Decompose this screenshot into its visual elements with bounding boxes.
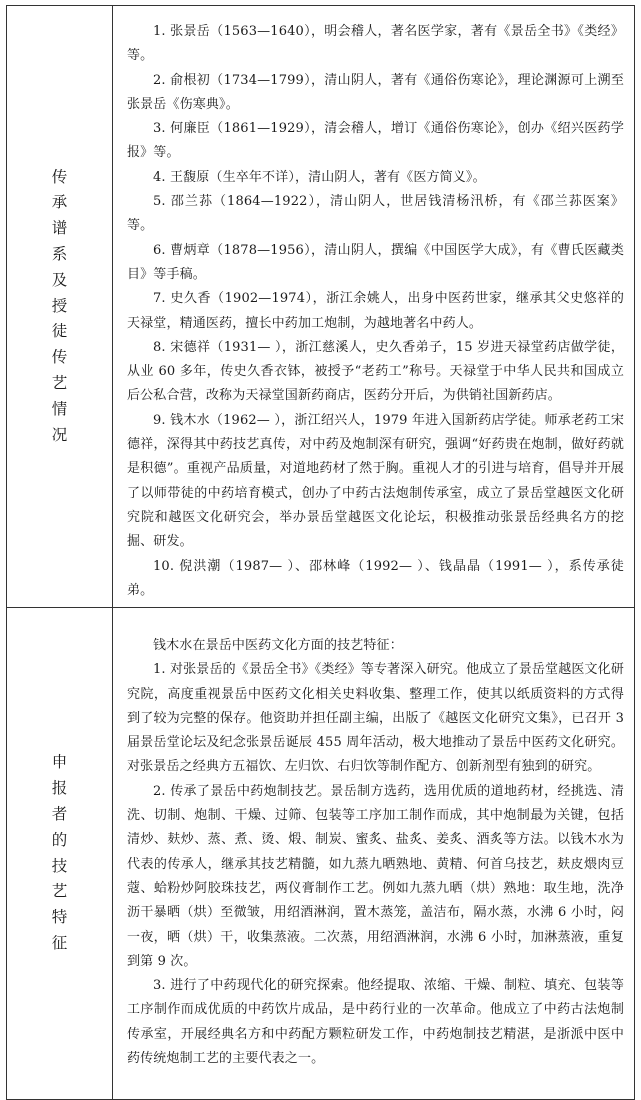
- features-entry: 2. 传承了景岳中药炮制技艺。景岳制方选药，选用优质的道地药材，经挑选、清洗、切制、炮制、干燥、过筛、包装等工序加工制作而成，其中炮制最为关键，包括清炒、麸炒、蒸、煮、烫、煅、制炭、蜜炙、盐炙、姜炙、酒炙等方法。以钱木水为代表的传承人，继承其技艺精髓，如九蒸九晒熟地、黄精、何首乌技艺，麸皮煨肉豆蔻、蛤粉炒阿胶珠技艺，两仪膏制作工艺。例如九蒸九晒（烘）熟地：取生地，洗净沥干暴晒（烘）至微皱，用绍酒淋润，置木蒸笼，盖洁布，隔水蒸，水沸 6 小时，闷一夜，晒（烘）干，收集蒸液。二次蒸，用绍酒淋润，水沸 6 小时，加淋蒸液，重复到第 9 次。: [127, 783, 624, 969]
- lineage-entry: 2. 俞根初（1734—1799），清山阴人，著有《通俗伤寒论》，理论渊源可上溯至张景岳《伤寒典》。: [127, 72, 624, 112]
- features-label-cell: [7, 608, 113, 1100]
- lineage-row: [7, 6, 635, 608]
- features-entry: 1. 对张景岳的《景岳全书》《类经》等专著深入研究。他成立了景岳堂越医文化研究院，高度重视景岳中医药文化相关史料收集、整理工作，使其以纸质资料的方式得到了较为完整的保存。他资助并担任副主编，出版了《越医文化研究文集》，已召开 3 届景岳堂论坛及纪念张景岳诞辰 455 周年活动，极大地推动了景岳中医药文化研究。对张景岳之经典方五福饮、左归饮、右归饮等制作配方、创新剂型有独到的研究。: [127, 662, 624, 775]
- lineage-entry: 3. 何廉臣（1861—1929），清会稽人，增订《通俗伤寒论》，创办《绍兴医药学报》等。: [127, 121, 624, 161]
- lineage-entry: 5. 邵兰荪（1864—1922），清山阴人，世居钱清杨汛桥，有《邵兰荪医案》等。: [127, 194, 624, 234]
- lineage-entry: 1. 张景岳（1563—1640），明会稽人，著名医学家，著有《景岳全书》《类经》等。: [127, 24, 624, 64]
- lineage-label: 传 承 谱 系 及 授 徒 传 艺 情 况: [51, 167, 68, 444]
- lineage-entry: 7. 史久香（1902—1974），浙江余姚人，出身中医药世家，继承其父史悠祥的天禄堂，精通医药，擅长中药加工炮制，为越地著名中药人。: [127, 291, 624, 331]
- features-intro: 钱木水在景岳中医药文化方面的技艺特征：: [153, 637, 403, 653]
- lineage-label-cell: [7, 6, 113, 608]
- features-content-cell: [113, 608, 635, 1100]
- features-entry: 3. 进行了中药现代化的研究探索。他经提取、浓缩、干燥、制粒、填充、包装等工序制作而成优质的中药饮片成品，是中药行业的一次革命。他成立了中药古法炮制传承室，开展经典名方和中药配方颗粒研发工作，中药炮制技艺精湛，是浙派中医中药传统炮制工艺的主要代表之一。: [127, 978, 624, 1066]
- lineage-entry: 4. 王馥原（生卒年不详），清山阴人，著有《医方简义》。: [153, 169, 486, 185]
- lineage-entry: 8. 宋德祥（1931— ），浙江慈溪人，史久香弟子，15 岁进天禄堂药店做学徒，从业 60 多年，传史久香衣钵，被授予“老药工”称号。天禄堂于中华人民共和国成立后公私合营，改称为天禄堂国新药商店，医药分开后，为供销社国新药店。: [127, 339, 624, 404]
- lineage-entry: 6. 曹炳章（1878—1956），清山阴人，撰编《中国医学大成》，有《曹氏医藏类目》等手稿。: [127, 242, 624, 282]
- lineage-entry: 9. 钱木水（1962— ），浙江绍兴人，1979 年进入国新药店学徒。师承老药工宋德祥，深得其中药技艺真传，对中药及炮制深有研究，强调“好药贵在炮制，做好药就是积德”。重视产品质量，对道地药材了然于胸。重视人才的引进与培育，倡导并开展了以师带徒的中药培育模式，创办了中药古法炮制传承室，成立了景岳堂越医文化研究院和越医文化研究会，举办景岳堂越医文化论坛，积极推动张景岳经典名方的挖掘、研发。: [127, 412, 624, 550]
- features-row: [7, 608, 635, 1100]
- lineage-content-cell: [113, 6, 635, 608]
- lineage-entry: 10. 倪洪潮（1987— ）、邵林峰（1992— ）、钱晶晶（1991— ），系传承徒弟。: [127, 558, 624, 598]
- form-table: [6, 5, 635, 1100]
- features-label: 申 报 者 的 技 艺 特 征: [51, 753, 68, 953]
